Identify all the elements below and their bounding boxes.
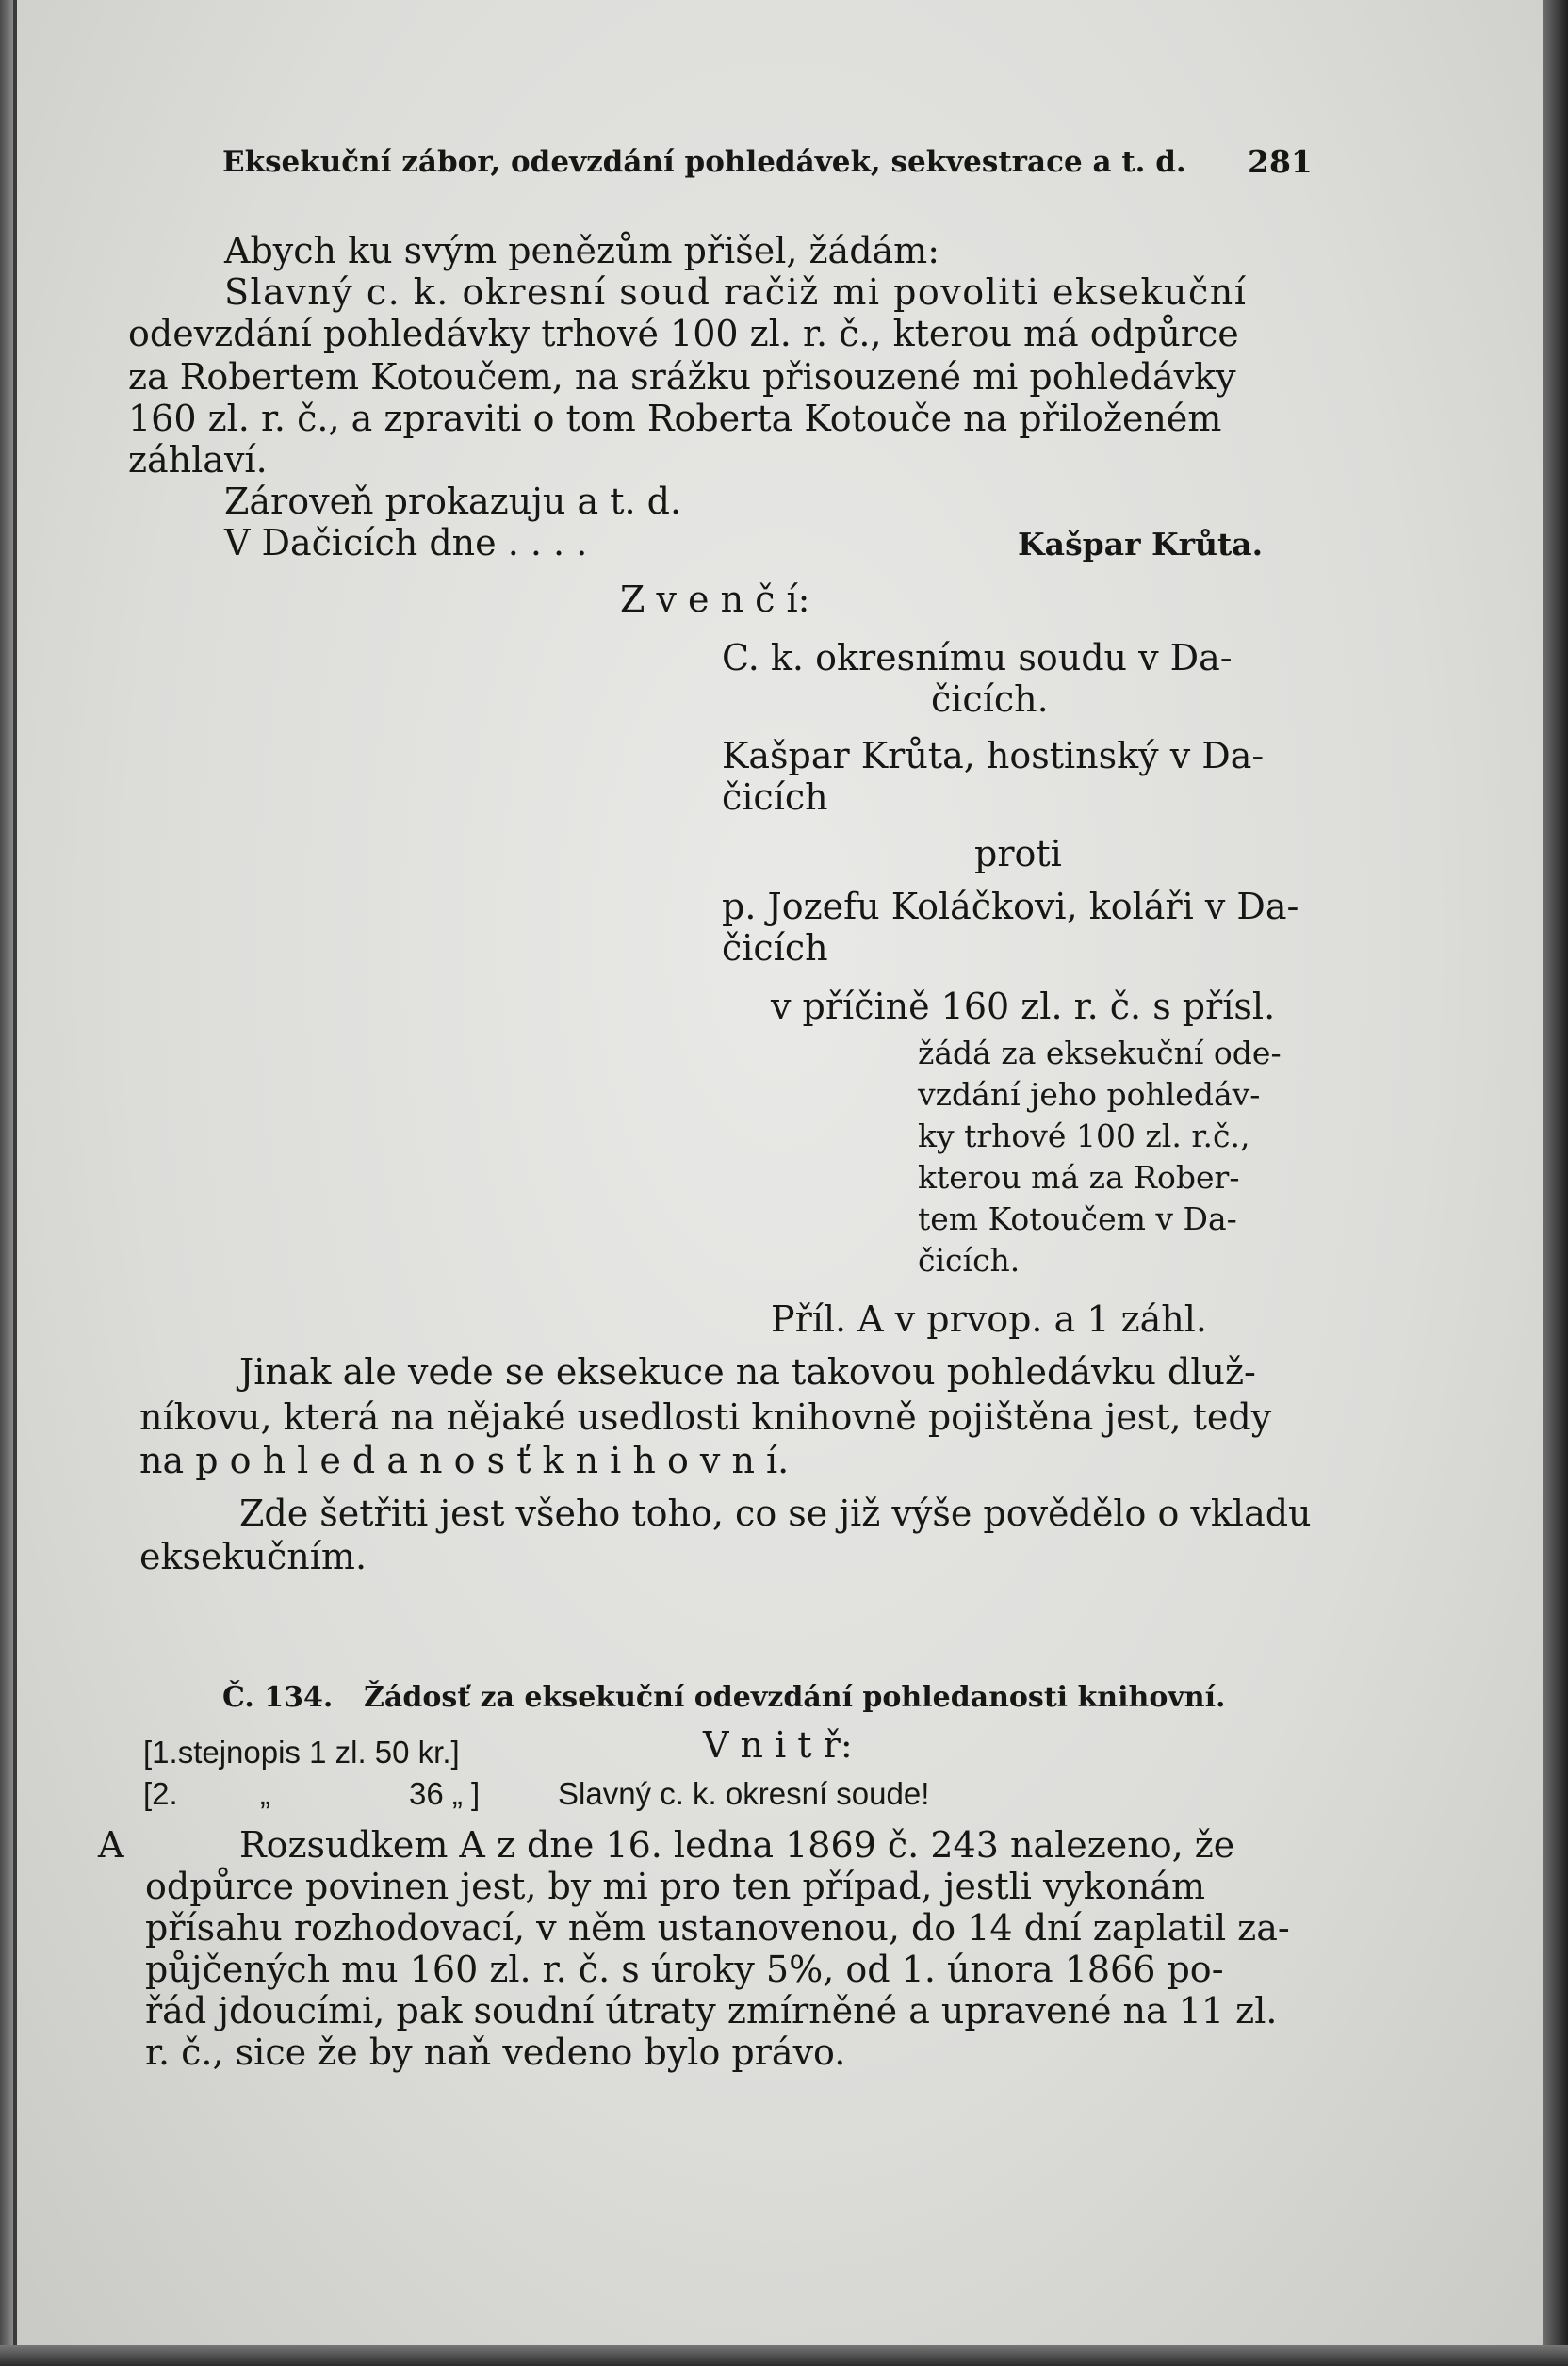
request-line: ky trhové 100 zl. r.č., — [918, 1118, 1250, 1154]
outside-line: v příčině 160 zl. r. č. s přísl. — [771, 986, 1276, 1027]
attachments-line: Příl. A v prvop. a 1 záhl. — [771, 1298, 1207, 1340]
outside-line: p. Jozefu Koláčkovi, koláři v Da- — [722, 886, 1299, 927]
copies-line-2-quote: „ — [260, 1776, 270, 1811]
copies-line-2-amount: 36 „ ] — [409, 1776, 481, 1811]
request-line: kterou má za Rober- — [918, 1159, 1240, 1196]
paragraph-line: eksekučním. — [139, 1536, 368, 1577]
closing-line: odpůrce povinen jest, by mi pro ten případ, jestli vykonám — [145, 1866, 1205, 1907]
closing-line: řád jdoucími, pak soudní útraty zmírněné a upravené na 11 zl. — [145, 1990, 1278, 2031]
outside-line: čicích — [722, 927, 828, 969]
body-line: Abych ku svým penězům přišel, žádám: — [224, 230, 940, 271]
inside-heading: V n i t ř: — [703, 1724, 853, 1766]
outside-line: čicích. — [931, 678, 1049, 720]
body-line: 160 zl. r. č., a zpraviti o tom Roberta Kotouče na přiloženém — [128, 398, 1222, 439]
section-number: Č. 134. — [222, 1681, 334, 1714]
body-line: záhlaví. — [128, 439, 268, 481]
book-spine-shadow — [0, 0, 13, 2366]
paragraph-line: na p o h l e d a n o s ť k n i h o v n í. — [139, 1440, 790, 1481]
signature-place-date: V Dačicích dne . . . . — [224, 522, 588, 563]
page-right-shadow — [1544, 0, 1568, 2366]
closing-line: r. č., sice že by naň vedeno bylo právo. — [145, 2031, 846, 2073]
outside-line: proti — [974, 833, 1062, 874]
request-line: vzdání jeho pohledáv- — [918, 1076, 1261, 1113]
paragraph-line: Zde šetřiti jest všeho toho, co se již výše povědělo o vkladu — [239, 1493, 1312, 1534]
running-title: Eksekuční zábor, odevzdání pohledávek, sekvestrace a t. d. — [222, 145, 1186, 179]
copies-line-1: [1.stejnopis 1 zl. 50 kr.] — [143, 1735, 460, 1770]
outside-heading: Z v e n č í: — [620, 579, 810, 620]
closing-line: půjčených mu 160 zl. r. č. s úroky 5%, od 1. února 1866 po- — [145, 1949, 1224, 1990]
request-line: tem Kotoučem v Da- — [918, 1200, 1237, 1237]
outside-line: C. k. okresnímu soudu v Da- — [722, 637, 1233, 678]
body-line: za Robertem Kotoučem, na srážku přisouzené mi pohledávky — [128, 356, 1236, 398]
signature-name: Kašpar Krůta. — [1018, 526, 1264, 563]
outside-line: čicích — [722, 776, 828, 818]
request-line: čicích. — [918, 1242, 1021, 1279]
page-number: 281 — [1248, 143, 1313, 180]
page-bottom-shadow — [0, 2345, 1568, 2366]
paragraph-line: níkovu, která na nějaké usedlosti knihovně pojištěna jest, tedy — [139, 1396, 1272, 1438]
copies-line-2-num: [2. — [143, 1776, 178, 1811]
closing-line: Rozsudkem A z dne 16. ledna 1869 č. 243 nalezeno, že — [239, 1824, 1235, 1866]
section-title: Žádosť za eksekuční odevzdání pohledanosti knihovní. — [364, 1681, 1226, 1714]
request-line: žádá za eksekuční ode- — [918, 1035, 1282, 1071]
closing-line: přísahu rozhodovací, v něm ustanovenou, do 14 dní zaplatil za- — [145, 1907, 1290, 1949]
body-line: Slavný c. k. okresní soud račiž mi povoliti eksekuční — [224, 271, 1248, 313]
outside-line: Kašpar Krůta, hostinský v Da- — [722, 735, 1265, 776]
body-line: Zároveň prokazuju a t. d. — [224, 481, 682, 522]
book-page — [17, 0, 1545, 2346]
body-line: odevzdání pohledávky trhové 100 zl. r. č., kterou má odpůrce — [128, 313, 1239, 354]
paragraph-line: Jinak ale vede se eksekuce na takovou pohledávku dluž- — [239, 1351, 1256, 1393]
salutation: Slavný c. k. okresní soude! — [558, 1776, 930, 1811]
margin-mark: A — [98, 1824, 124, 1866]
